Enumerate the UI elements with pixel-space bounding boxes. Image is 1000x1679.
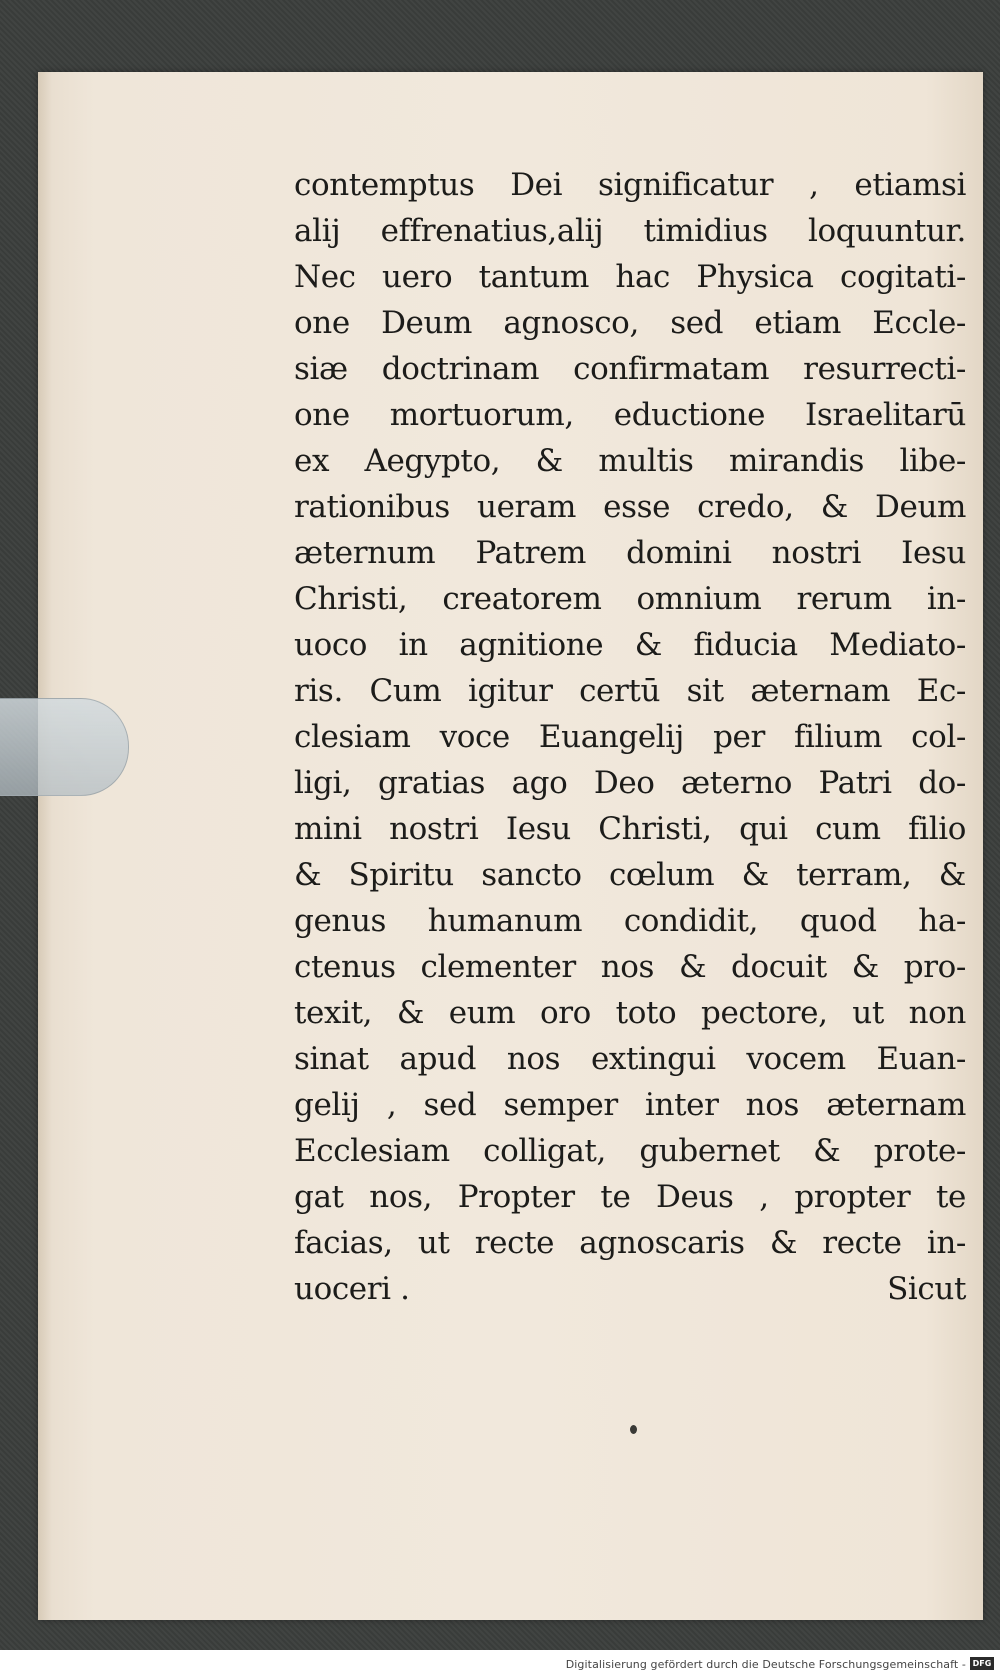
line-text: gat nos, Propter te Deus , propter te (294, 1179, 966, 1215)
digitization-credit: Digitalisierung gefördert durch die Deutsche Forschungsgemeinschaft - (565, 1658, 966, 1671)
catchword: Sicut (887, 1271, 966, 1307)
dfg-logo: DFG (970, 1657, 994, 1670)
line-text: clesiam voce Euangelij per filium col- (294, 719, 966, 755)
text-line (294, 944, 966, 990)
line-text: ctenus clementer nos & docuit & pro- (294, 949, 966, 985)
text-line (294, 852, 966, 898)
text-line (294, 576, 966, 622)
line-text: & Spiritu sancto cœlum & terram, & (294, 857, 966, 893)
text-line (294, 898, 966, 944)
line-text: sinat apud nos extingui vocem Euan- (294, 1041, 966, 1077)
line-text: æternum Patrem domini nostri Iesu (294, 535, 966, 571)
line-text: genus humanum condidit, quod ha- (294, 903, 966, 939)
text-line (294, 392, 966, 438)
line-text: alij effrenatius,alij timidius loquuntur. (294, 213, 966, 249)
page-gutter-shadow (38, 72, 52, 1620)
text-line (294, 530, 966, 576)
line-text: texit, & eum oro toto pectore, ut non (294, 995, 966, 1031)
page-text (294, 162, 966, 1312)
page-holder-clip (0, 698, 129, 796)
line-text: siæ doctrinam confirmatam resurrecti- (294, 351, 966, 387)
text-line (294, 622, 966, 668)
line-text: one Deum agnosco, sed etiam Eccle- (294, 305, 966, 341)
text-line (294, 806, 966, 852)
text-line (294, 438, 966, 484)
text-line (294, 1082, 966, 1128)
line-text: uoco in agnitione & fiducia Mediato- (294, 627, 966, 663)
text-line (294, 668, 966, 714)
text-line (294, 1128, 966, 1174)
text-line (294, 714, 966, 760)
text-line (294, 208, 966, 254)
ink-speck (630, 1425, 637, 1434)
text-line (294, 300, 966, 346)
line-text: mini nostri Iesu Christi, qui cum filio (294, 811, 966, 847)
text-line (294, 254, 966, 300)
line-text: ligi, gratias ago Deo æterno Patri do- (294, 765, 966, 801)
line-text: ris. Cum igitur certū sit æternam Ec- (294, 673, 966, 709)
line-text: Ecclesiam colligat, gubernet & prote- (294, 1133, 966, 1169)
text-line (294, 990, 966, 1036)
line-text: ex Aegypto, & multis mirandis libe- (294, 443, 966, 479)
line-text: gelij , sed semper inter nos æternam (294, 1087, 966, 1123)
line-text: Nec uero tantum hac Physica cogitati- (294, 259, 966, 295)
line-text: uoceri . (294, 1271, 410, 1307)
text-line (294, 1174, 966, 1220)
line-text: rationibus ueram esse credo, & Deum (294, 489, 966, 525)
line-text: contemptus Dei significatur , etiamsi (294, 167, 966, 203)
text-line (294, 1036, 966, 1082)
line-text: Christi, creatorem omnium rerum in- (294, 581, 966, 617)
text-line (294, 1220, 966, 1266)
text-line (294, 484, 966, 530)
text-line (294, 760, 966, 806)
line-text: one mortuorum, eductione Israelitarū (294, 397, 966, 433)
text-line (294, 162, 966, 208)
text-line (294, 346, 966, 392)
text-line-last (294, 1266, 966, 1312)
line-text: facias, ut recte agnoscaris & recte in- (294, 1225, 966, 1261)
